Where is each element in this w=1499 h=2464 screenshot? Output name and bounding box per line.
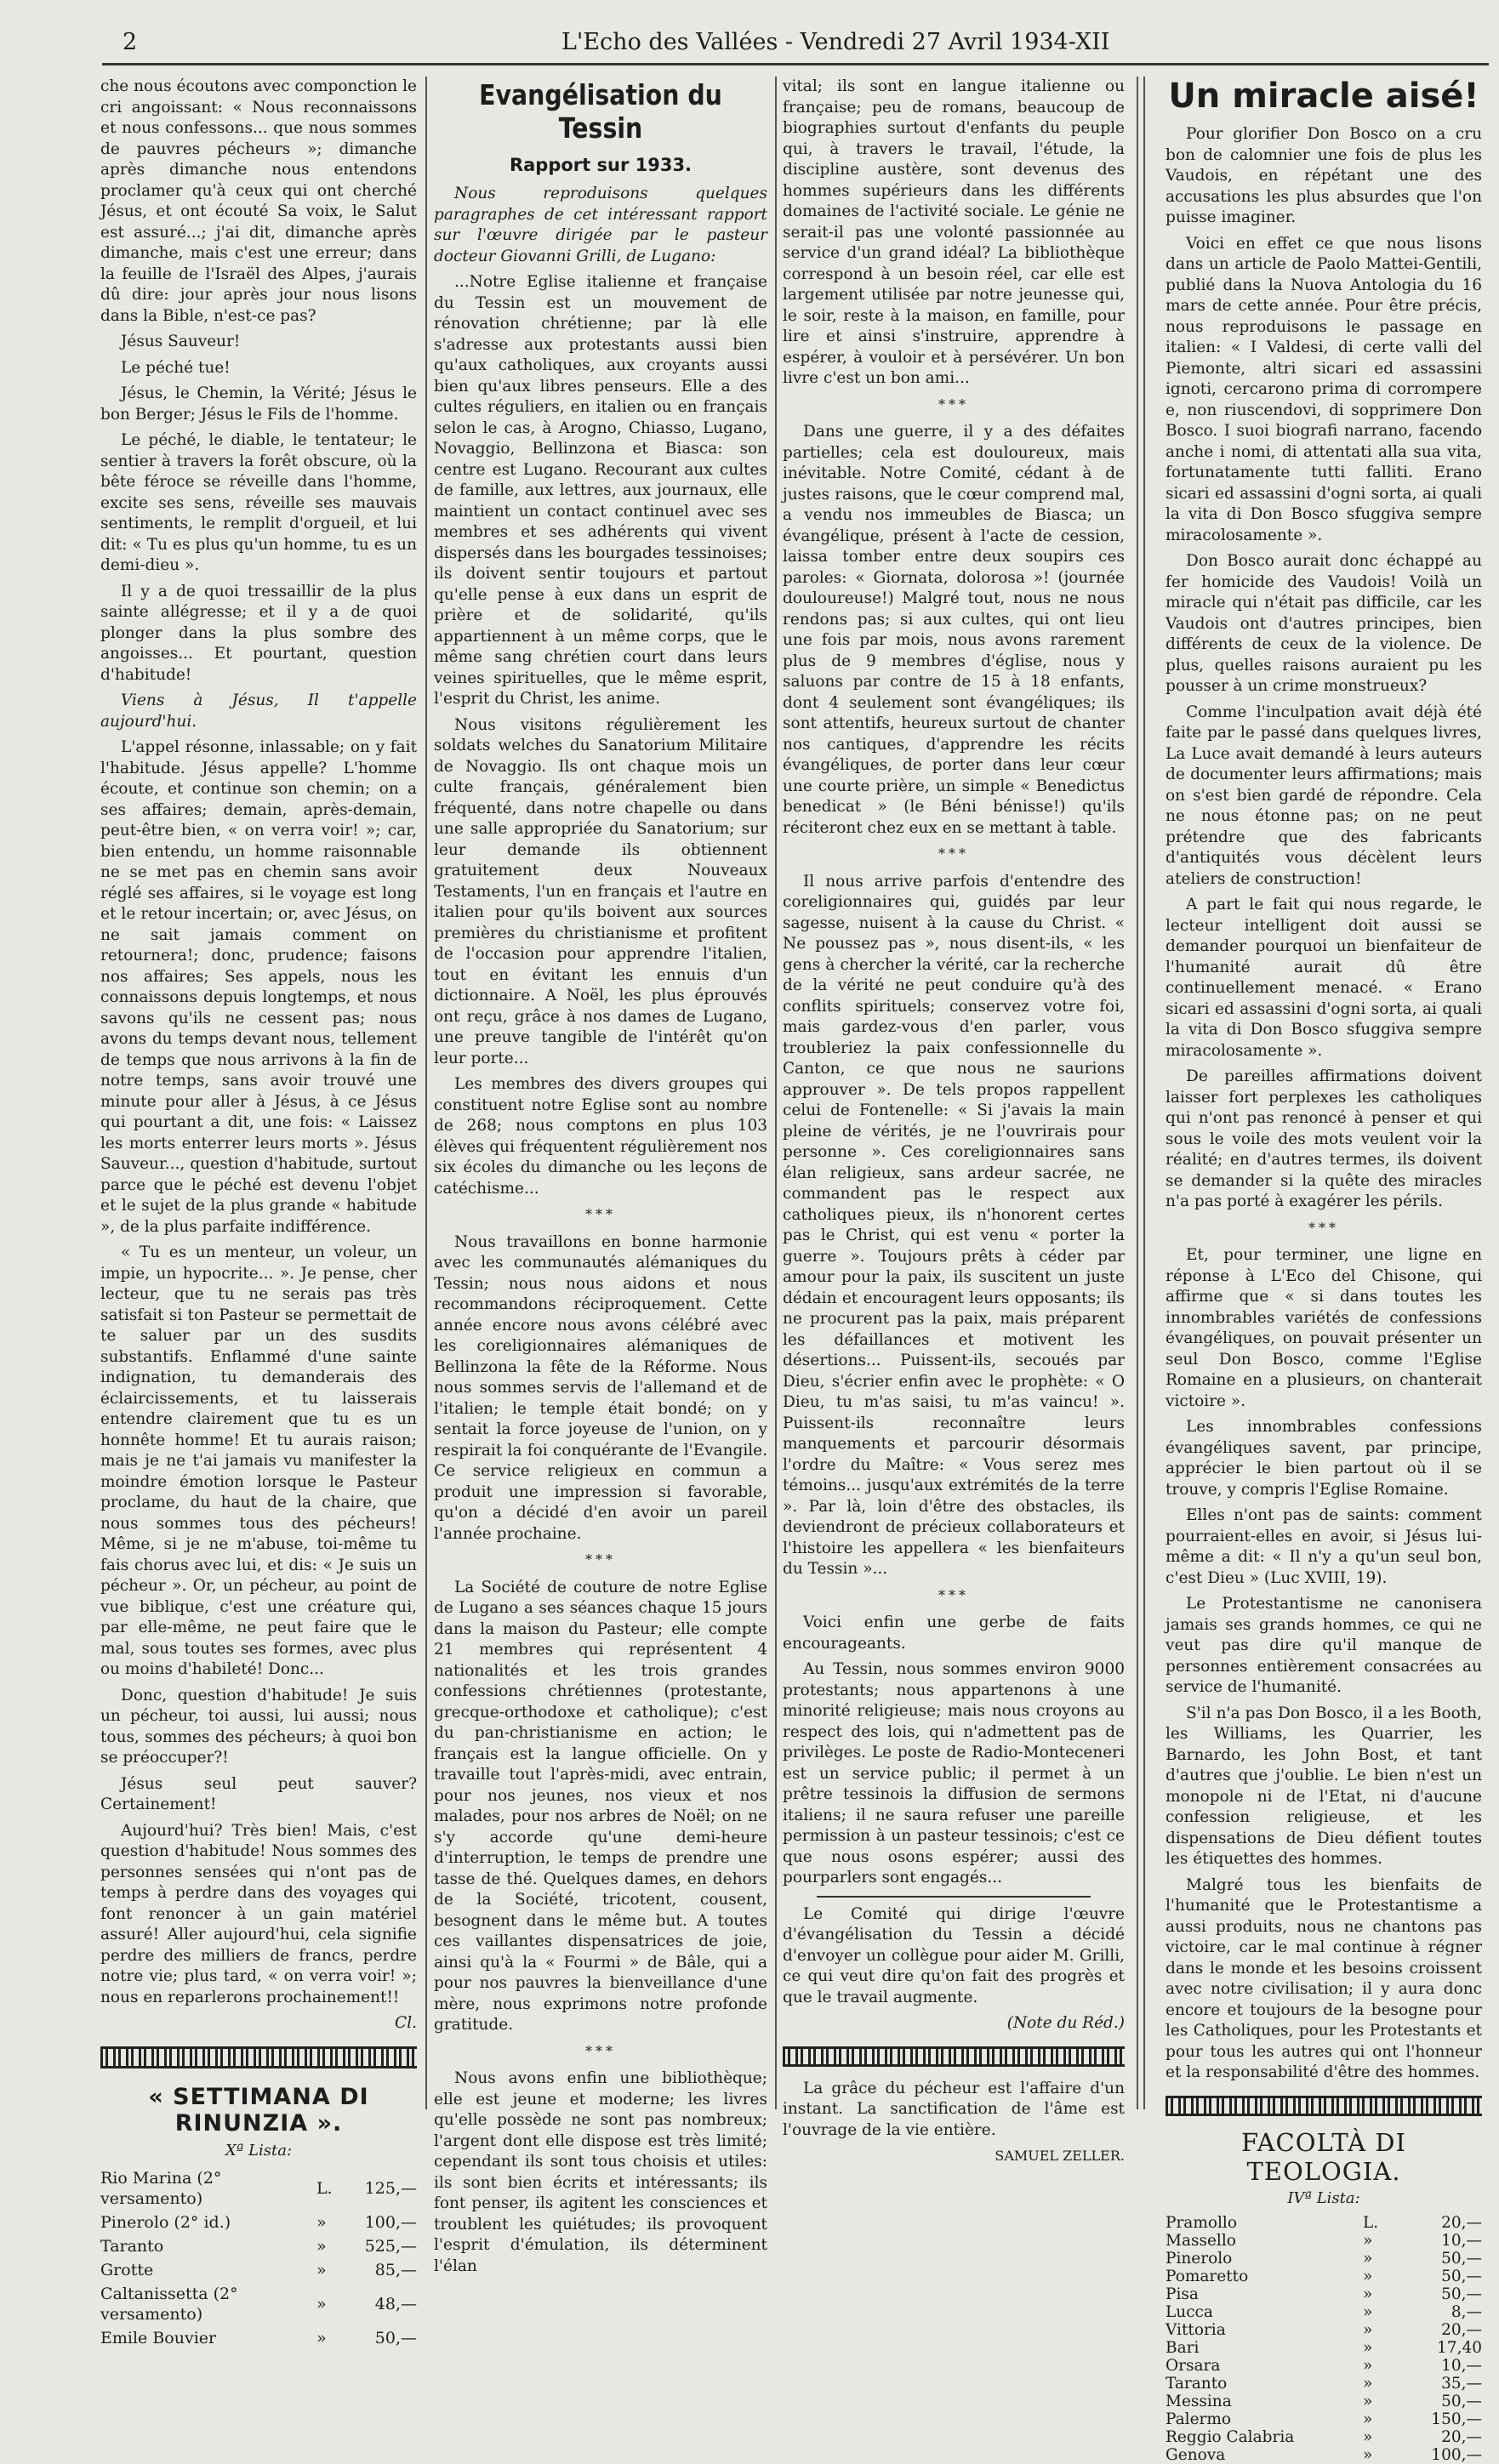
separator: ***	[1308, 1219, 1339, 1236]
paragraph: Jésus Sauveur!	[121, 333, 241, 350]
amount: 100,—	[1431, 2445, 1482, 2464]
ornamental-border	[100, 2046, 417, 2069]
column-divider	[1143, 77, 1145, 2109]
currency: L.	[1363, 2213, 1379, 2232]
currency: »	[1363, 2392, 1373, 2410]
donor-name: Orsara	[1166, 2356, 1221, 2375]
masthead-title: L'Echo des Vallées - Vendredi 27 Avril 1934-XII	[561, 29, 1110, 55]
settimana-table	[100, 2166, 417, 2350]
facolta-title: FACOLTÀ DI TEOLOGIA.	[1240, 2127, 1407, 2186]
amount: 85,—	[374, 2260, 417, 2279]
table-row	[100, 2234, 417, 2258]
paragraph: Donc, question d'habitude! Je suis un pécheur, toi aussi, lui aussi; nous tous, sommes des pécheurs; à quoi bon se préoccuper?!	[100, 1686, 417, 1767]
paragraph: Au Tessin, nous sommes environ 9000 protestants; nous appartenons à une minorité religieuse; mais nous croyons au respect des lois, qui n'admettent pas de privilèges. Le poste de Radio-Monteceneri est un service public; il permet à un prêtre tessinois la diffusion de sermons italiens; il ne saura refuser une pareille permission à un pasteur tessinois; c'est ce que nous osons espérer; aussi des pourparlers sont engagés...	[783, 1660, 1125, 1886]
paragraph: Comme l'inculpation avait déjà été faite par le passé dans quelques livres, La Luce avait demandé à leurs auteurs de documenter leurs affirmations; mais on s'est bien gardé de répondre. Cela ne nous étonne pas; on ne peut prétendre que des fabricants d'antiquités vous décèlent leurs ateliers de construction!	[1166, 703, 1482, 888]
settimana-title: « SETTIMANA DI RINUNZIA ».	[148, 2083, 369, 2137]
donor-name: Grotte	[100, 2260, 154, 2279]
table-row	[100, 2211, 417, 2234]
donor-name: Emile Bouvier	[100, 2328, 217, 2347]
paragraph: Nous visitons régulièrement les soldats welches du Sanatorium Militaire de Novaggio. Ils ont chaque mois un culte français, généralement bien fréquenté, dans notre chapelle ou dans une salle appropriée du Sanatorium; sur leur demande ils obtiennent gratuitement deux Nouveaux Testaments, l'un en français et l'autre en italien pour qu'ils boivent aux sources premières du christianisme et profitent de l'occasion pour apprendre l'italien, tout en évitant les ennuis d'un dictionnaire. A Noël, les plus éprouvés ont reçu, grâce à nos dames de Lugano, une preuve tangible de l'intérêt qu'on leur porte...	[434, 715, 767, 1067]
paragraph: Voici enfin une gerbe de faits encourageants.	[783, 1613, 1125, 1653]
table-row	[1166, 2285, 1482, 2303]
paragraph: Nous avons enfin une bibliothèque; elle est jeune et moderne; les livres qu'elle possède ne sont pas nombreux; l'argent dont elle dispose est très limité; cependant ils sont tous choisis et utiles: ils sont bien écrits et intéressants; ils font penser, ils agitent les consciences et troublent les quiétudes; ils provoquent l'esprit d'émulation, ils déterminent l'élan	[434, 2069, 767, 2275]
paragraph: « Tu es un menteur, un voleur, un impie, un hypocrite... ». Je pense, cher lecteur, que tu ne serais pas très satisfait si ton Pasteur se permettait de te saluer par un des susdits substantifs. Enflammé d'une sainte indignation, tu demanderais des éclaircissements, et tu laisserais entendre clairement que tu es un honnête homme! Et tu aurais raison; mais je ne t'ai jamais vu manifester la moindre émotion lorsque le Pasteur proclame, du haut de la chaire, que nous sommes tous des pécheurs! Même, si je ne m'abuse, toi-même tu fais chorus avec lui, et dis: « Je suis un pécheur ». Or, un pécheur, au point de vue biblique, c'est une créature qui, par elle-même, ne peut faire que le mal, sous toutes ses formes, avec plus ou moins d'habileté! Donc...	[100, 1243, 417, 1678]
table-row	[1166, 2375, 1482, 2393]
amount: 35,—	[1441, 2374, 1482, 2393]
page-header	[102, 24, 1480, 61]
paragraph: ...Notre Eglise italienne et française du Tessin est un mouvement de rénovation chrétienne; par là elle s'adresse aux protestants aussi bien qu'aux catholiques, aux croyants aussi bien qu'aux libres penseurs. Elle a des cultes réguliers, en italien ou en français selon le cas, à Arogno, Chiasso, Lugano, Novaggio, Bellinzona et Biasca: son centre est Lugano. Recourant aux cultes de famille, aux lettres, aux journaux, elle maintient un contact continuel avec ses membres et ses adhérents qui vivent dispersés dans les bourgades tessinoises; ils doivent sentir toujours et partout qu'elle pense à eux dans un esprit de prière et de solidarité, qu'ils appartiennent à un même corps, que le même sang chrétien court dans leurs veines spirituelles, que le même esprit, l'esprit du Christ, les anime.	[434, 273, 767, 708]
table-row	[1166, 2428, 1482, 2446]
table-row	[1166, 2410, 1482, 2428]
paragraph: Les innombrables confessions évangéliques savent, par principe, apprécier le bien partout où il se trouve, y compris l'Eglise Romaine.	[1166, 1418, 1482, 1499]
paragraph: Nous reproduisons quelques paragraphes de cet intéressant rapport sur l'œuvre dirigée par le pasteur docteur Giovanni Grilli, de Lugano:	[434, 185, 767, 265]
table-row	[1166, 2268, 1482, 2285]
amount: 48,—	[374, 2294, 417, 2313]
table-row	[1166, 2339, 1482, 2357]
paragraph: Le Comité qui dirige l'œuvre d'évangélisation du Tessin a décidé d'envoyer un collègue pour aider M. Grilli, ce qui veut dire qu'on fait des progrès et que le travail augmente.	[783, 1904, 1125, 2006]
donor-name: Pramollo	[1166, 2213, 1237, 2232]
paragraph: Et, pour terminer, une ligne en réponse à L'Eco del Chisone, qui affirme que « si dans toutes les innombrables variétés de confessions évangéliques, on pouvait présenter un seul Don Bosco, comme l'Eglise Romaine en a plusieurs, on chanterait victoire ».	[1166, 1246, 1482, 1410]
currency: »	[1363, 2231, 1373, 2250]
separator: ***	[585, 2042, 616, 2059]
currency: »	[1363, 2249, 1373, 2268]
separator: ***	[938, 1586, 969, 1603]
currency: »	[1363, 2445, 1373, 2464]
amount: 50,—	[1441, 2249, 1482, 2268]
amount: 8,—	[1451, 2302, 1482, 2321]
paragraph: L'appel résonne, inlassable; on y fait l'habitude. Jésus appelle? L'homme écoute, et continue son chemin; on a ses affaires; demain, après-demain, peut-être bien, « on verra voir! »; car, bien entendu, un homme raisonnable ne se met pas en chemin sans avoir réglé ses affaires, si le voyage est long et le retour incertain; or, avec Jésus, on ne sait jamais comment on retournera!; donc, prudence; faisons nos affaires; Ses appels, nous les connaissons depuis longtemps, et nous savons qu'ils ne cessent pas; nous avons du temps devant nous, tellement de temps que nous arrivons à la fin de notre temps, sans avoir trouvé une minute pour aller à Jésus, à ce Jésus qui pourtant a dit, une fois: « Laissez les morts enterrer leurs morts ». Jésus Sauveur..., question d'habitude, surtout parce que le péché est devenu l'objet et le sujet de la plus grande « habitude », de la plus parfaite indifférence.	[100, 738, 417, 1236]
paragraph: La Société de couture de notre Eglise de Lugano a ses séances chaque 15 jours dans la maison du Pasteur; elle compte 21 membres qui représentent 4 nationalités et les trois grandes confessions chrétiennes (protestante, grecque-orthodoxe et catholique); c'est du pan-christianisme en action; le français est la langue officielle. On y travaille tout l'après-midi, avec entrain, pour nos jeunes, nos vieux et nos malades, pour nos arbres de Noël; on ne s'y accorde qu'une demi-heure d'interruption, le temps de prendre une tasse de thé. Quelques dames, en dehors de la Société, tricotent, cousent, besognent dans le même but. A toutes ces vaillantes dispensatrices de joie, ainsi qu'à la « Fourmi » de Bâle, qui a pour nos pauvres la bienveillance d'une mère, nous exprimons notre profonde gratitude.	[434, 1578, 767, 2034]
separator: ***	[938, 395, 969, 413]
article-title: Un miracle aisé!	[1168, 77, 1479, 116]
paragraph: Don Bosco aurait donc échappé au fer homicide des Vaudois! Voilà un miracle qui n'était pas difficile, car les Vaudois ont d'autres principes, bien différents de ceux de la violence. De plus, quelles raisons auraient pu les pousser à un crime monstrueux?	[1166, 552, 1482, 695]
currency: »	[316, 2328, 327, 2347]
divider	[817, 1896, 1091, 1898]
paragraph: A part le fait qui nous regarde, le lecteur intelligent doit aussi se demander pourquoi un bienfaiteur de l'humanité aurait dû être continuellement menacé. « Erano sicari ed assassini d'ogni sorta, ai quali la vita di Don Bosco sfuggiva sempre miracolosamente ».	[1166, 896, 1482, 1060]
paragraph: Malgré tous les bienfaits de l'humanité que le Protestantisme a aussi produits, nous ne chantons pas victoire, car le mal continue à régner dans le monde et les besoins croissent avec notre civilisation; il y aura donc encore et toujours de la besogne pour les Catholiques, pour les Protestants et pour tous les autres qui ont l'honneur et la responsabilité d'être des hommes.	[1166, 1875, 1482, 2081]
paragraph: Viens à Jésus, Il t'appelle aujourd'hui.	[100, 691, 417, 731]
currency: »	[1363, 2356, 1373, 2375]
facolta-lista: IVª Lista:	[1287, 2188, 1360, 2207]
paragraph: vital; ils sont en langue italienne ou française; peu de romans, beaucoup de biographies surtout d'enfants du peuple qui, à travers le travail, l'étude, la discipline austère, sont devenus des hommes supérieurs dans les différents domaines de l'activité sociale. Le génie ne serait-il pas une volonté passionnée au service d'un grand idéal? La bibliothèque correspond à un besoin réel, car elle est largement utilisée par notre jeunesse qui, le soir, reste à la maison, en famille, pour lire et ainsi s'instruire, apprendre à espérer, à vouloir et à persévérer. Un bon livre c'est un bon ami...	[783, 77, 1125, 387]
column-4	[1166, 77, 1482, 2464]
currency: »	[316, 2294, 327, 2313]
currency: »	[316, 2260, 327, 2279]
donor-name: Reggio Calabria	[1166, 2427, 1295, 2446]
paragraph: Le péché tue!	[121, 358, 231, 377]
column-divider	[1137, 77, 1138, 2109]
amount: 10,—	[1441, 2356, 1482, 2375]
amount: 100,—	[364, 2212, 417, 2232]
amount: 20,—	[1441, 2427, 1482, 2446]
donor-name: Vittoria	[1166, 2320, 1226, 2339]
currency: »	[316, 2236, 327, 2256]
currency: »	[1363, 2410, 1373, 2428]
ornamental-border	[783, 2046, 1125, 2067]
currency: »	[1363, 2320, 1373, 2339]
paragraph: Le péché, le diable, le tentateur; le sentier à travers la forêt obscure, où la bête féroce se réveille dans l'homme, excite ses sens, réveille ses mauvais sentiments, le remplit d'orgueil, et lui dit: « Tu es plus qu'un homme, tu es un demi-dieu ».	[100, 431, 417, 574]
table-row	[1166, 2446, 1482, 2464]
paragraph: Nous travaillons en bonne harmonie avec les communautés alémaniques du Tessin; nous nous aidons et nous recommandons réciproquement. Cette année encore nous avons célébré avec les coreligionnaires alémaniques de Bellinzona la fête de la Réforme. Nous nous sommes servis de l'allemand et de l'italien; le temple était bondé; on y sentait la force joyeuse de l'union, on y respirait la foi conquérante de l'Evangile. Ce service religieux en commun a produit une impression si favorable, qu'on a décidé d'en avoir un pareil l'année prochaine.	[434, 1232, 767, 1543]
amount: 525,—	[364, 2236, 417, 2256]
currency: »	[1363, 2427, 1373, 2446]
amount: 150,—	[1431, 2410, 1482, 2428]
currency: »	[1363, 2338, 1373, 2357]
paragraph: Jésus seul peut sauver? Certainement!	[100, 1774, 417, 1813]
amount: 10,—	[1441, 2231, 1482, 2250]
paragraph: De pareilles affirmations doivent laisser fort perplexes les catholiques qui n'ont pas renoncé à penser et qui sous le voile des mots veulent voir la réalité; en d'autres termes, ils doivent se demander si la quête des miracles n'a pas porté à exagérer les périls.	[1166, 1067, 1482, 1210]
page-number: 2	[123, 29, 138, 55]
paragraph: Le Protestantisme ne canonisera jamais ses grands hommes, ce qui ne veut pas dire qu'il manque de personnes entièrement consacrées au service de l'humanité.	[1166, 1595, 1482, 1696]
article-title: Evangélisation du Tessin	[479, 78, 722, 145]
settimana-lista: Xª Lista:	[225, 2141, 293, 2160]
paragraph: Les membres des divers groupes qui constituent notre Eglise sont au nombre de 268; nous comptons en plus 103 élèves qui fréquentent régulièrement nos six écoles du dimanche ou les leçons de catéchisme...	[434, 1075, 767, 1198]
currency: »	[1363, 2374, 1373, 2393]
quote-author: SAMUEL ZELLER.	[995, 2148, 1125, 2164]
signature: Cl.	[395, 2014, 417, 2032]
amount: 17,40	[1437, 2338, 1482, 2357]
donor-name: Bari	[1166, 2338, 1200, 2357]
amount: 20,—	[1441, 2320, 1482, 2339]
header-rule	[102, 63, 1489, 65]
table-row	[100, 2166, 417, 2211]
paragraph: Dans une guerre, il y a des défaites partielles; cela est douloureux, mais inévitable. Notre Comité, cédant à de justes raisons, que le cœur comprend mal, a vendu nos immeubles de Biasca; un évangélique, présent à l'acte de cession, laissa tomber entre deux soupirs ces paroles: « Giornata, dolorosa »! (journée douloureuse!) Malgré tout, nous ne nous rendons pas; si aux cultes, qui ont lieu une fois par mois, nous avons rarement plus de 9 membres d'église, nous y saluons par contre de 15 à 18 enfants, dont 4 seulement sont évangéliques; ils sont attentifs, heureux surtout de chanter nos cantiques, d'apprendre les récits évangéliques, de porter dans leur cœur une courte prière, un simple « Benedictus benedicat » (le Béni bénisse!) qu'ils réciteront chez eux en se mettant à table.	[783, 423, 1125, 837]
editor-note: (Note du Réd.)	[1006, 2014, 1125, 2032]
table-row	[1166, 2357, 1482, 2375]
paragraph: Pour glorifier Don Bosco on a cru bon de calomnier une fois de plus les Vaudois, en répétant une des accusations les plus absurdes que l'on puisse imaginer.	[1166, 125, 1482, 226]
quote: La grâce du pécheur est l'affaire d'un instant. La sanctification de l'âme est l'ouvrage de la vie entière.	[783, 2079, 1125, 2139]
donor-name: Pinerolo (2° id.)	[100, 2212, 231, 2232]
donor-name: Massello	[1166, 2231, 1236, 2250]
table-row	[1166, 2232, 1482, 2250]
column-divider	[775, 77, 777, 2109]
table-row	[100, 2282, 417, 2326]
table-row	[1166, 2303, 1482, 2321]
separator: ***	[938, 845, 969, 862]
donor-name: Taranto	[100, 2236, 164, 2256]
currency: L.	[316, 2178, 333, 2198]
table-row	[1166, 2214, 1482, 2232]
paragraph: Il y a de quoi tressaillir de la plus sainte allégresse; et il y a de quoi plonger dans la plus sombre des angoisses... Et pourtant, question d'habitude!	[100, 582, 417, 684]
paragraph: Jésus, le Chemin, la Vérité; Jésus le bon Berger; Jésus le Fils de l'homme.	[100, 384, 417, 424]
amount: 125,—	[364, 2178, 417, 2198]
donor-name: Palermo	[1166, 2410, 1232, 2428]
donor-name: Rio Marina (2° versamento)	[100, 2168, 222, 2208]
separator: ***	[585, 1206, 616, 1222]
amount: 20,—	[1441, 2213, 1482, 2232]
column-divider	[425, 77, 427, 2109]
donor-name: Caltanissetta (2° versamento)	[100, 2284, 238, 2324]
amount: 50,—	[1441, 2392, 1482, 2410]
paragraph: Aujourd'hui? Très bien! Mais, c'est question d'habitude! Nous sommes des personnes sensées qui n'ont pas de temps à perdre dans des voyages qui font renoncer à un gain matériel assuré! Aller aujourd'hui, cela signifie perdre des milliers de francs, perdre notre vie; plus tard, « on verra voir! »; nous en reparlerons prochainement!!	[100, 1821, 417, 2006]
table-row	[1166, 2393, 1482, 2410]
donor-name: Pomaretto	[1166, 2267, 1249, 2285]
paragraph: Elles n'ont pas de saints: comment pourraient-elles en avoir, si Jésus lui-même a dit: « Il n'y a qu'un seul bon, c'est Dieu » (Luc XVIII, 19).	[1166, 1506, 1482, 1587]
table-row	[100, 2258, 417, 2282]
column-3	[783, 77, 1125, 2164]
amount: 50,—	[1441, 2285, 1482, 2303]
separator: ***	[585, 1551, 616, 1568]
currency: »	[1363, 2267, 1373, 2285]
facolta-table	[1166, 2214, 1482, 2464]
paragraph: S'il n'a pas Don Bosco, il a les Booth, les Williams, les Quarrier, les Barnardo, les John Bost, et tant d'autres que j'oublie. Le bien n'est un monopole ni de l'Etat, ni d'aucune confession religieuse, et les dispensations de Dieu défient toutes les étiquettes des hommes.	[1166, 1704, 1482, 1868]
ornamental-border	[1166, 2096, 1482, 2116]
currency: »	[1363, 2302, 1373, 2321]
column-1	[100, 77, 417, 2347]
column-2	[434, 77, 767, 2275]
amount: 50,—	[374, 2328, 417, 2347]
amount: 50,—	[1441, 2267, 1482, 2285]
currency: »	[316, 2212, 327, 2232]
donor-name: Messina	[1166, 2392, 1232, 2410]
donor-name: Pinerolo	[1166, 2249, 1233, 2268]
article-subtitle: Rapport sur 1933.	[509, 155, 693, 175]
table-row	[1166, 2250, 1482, 2268]
paragraph: che nous écoutons avec componction le cri angoissant: « Nous reconnaissons et nous confessons... que nous sommes de pauvres pécheurs »; dimanche après dimanche nous entendons proclamer qu'à ceux qui ont cherché Jésus, et ont écouté Sa voix, le Salut est assuré...; j'ai dit, dimanche après dimanche, mais c'est une erreur; dans la feuille de l'Israël des Alpes, j'aurais dû dire: jour après jour nous lisons dans la Bible, n'est-ce pas?	[100, 77, 417, 325]
paragraph: Voici en effet ce que nous lisons dans un article de Paolo Mattei-Gentili, publié dans la Nuova Antologia du 16 mars de cette année. Pour être précis, nous reproduisons le passage en italien: « I Valdesi, di certe valli del Piemonte, altri sicari ed assassini ignoti, cercarono prima di corrompere e, non riuscendovi, di sopprimere Don Bosco. I suoi biografi narrano, facendo anche i nomi, di attentati alla sua vita, fortunatamente tutti falliti. Erano sicari ed assassini d'ogni sorta, ai quali la vita di Don Bosco sfuggiva sempre miracolosamente ».	[1166, 234, 1482, 544]
currency: »	[1363, 2285, 1373, 2303]
donor-name: Pisa	[1166, 2285, 1199, 2303]
paragraph: Il nous arrive parfois d'entendre des coreligionnaires qui, guidés par leur sagesse, nuisent à la cause du Christ. « Ne poussez pas », nous disent-ils, « les gens à chercher la vérité, car la recherche de la vérité ne peut conduire qu'à des conflits spirituels; conservez votre foi, mais gardez-vous d'en parler, vous troubleriez la paix confessionnelle du Canton, ce que nous ne saurions approuver ». De tels propos rappellent celui de Fontenelle: « Si j'avais la main pleine de vérités, je ne l'ouvrirais pour personne ». Ces coreligionnaires sans élan religieux, sans ardeur sacrée, ne commandent pas le respect aux catholiques pieux, ils n'honorent certes pas le Christ, qui est venu « porter la guerre ». Toujours prêts à céder par amour pour la paix, ils suscitent un juste dédain et encouragent leurs opposants; ils ne procurent pas la paix, mais préparent les défaillances et motivent les désertions... Puissent-ils, secoués par Dieu, s'écrier enfin avec le prophète: « O Dieu, tu m'as saisi, tu m'as vaincu! ». Puissent-ils reconnaître leurs manquements et parcourir désormais l'ordre du Maître: « Vous serez mes témoins... jusqu'aux extrémités de la terre ». Par là, loin d'être des obstacles, ils deviendront de précieux collaborateurs et l'histoire les appellera « les bienfaiteurs du Tessin »...	[783, 872, 1125, 1578]
donor-name: Genova	[1166, 2445, 1226, 2464]
table-row	[100, 2326, 417, 2350]
donor-name: Lucca	[1166, 2302, 1213, 2321]
donor-name: Taranto	[1166, 2374, 1228, 2393]
table-row	[1166, 2321, 1482, 2339]
